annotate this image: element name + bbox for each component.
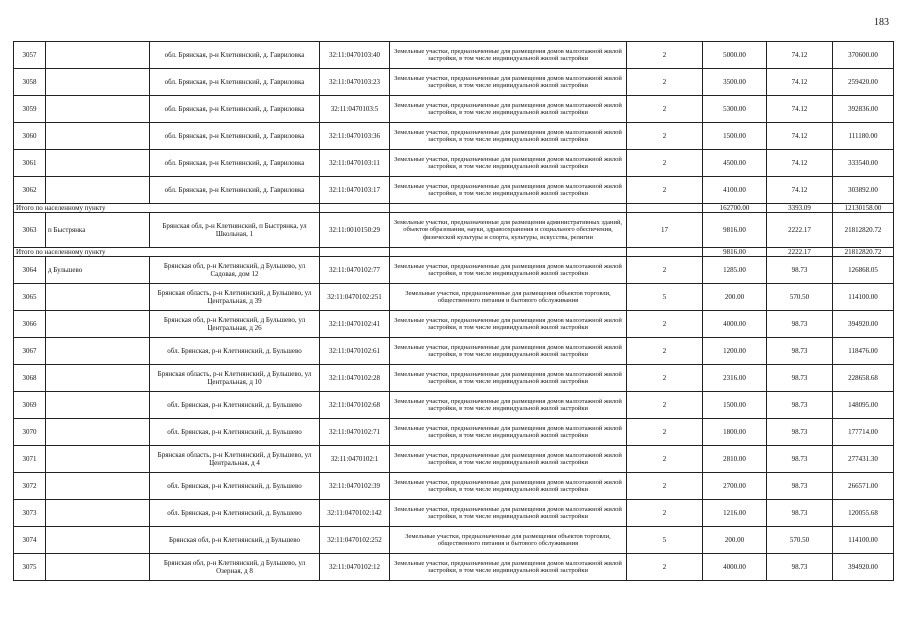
table-row [14,338,894,365]
row-number-cell: 3075 [14,554,46,581]
use-group-cell: 2 [627,123,703,150]
use-group-cell: 2 [627,338,703,365]
address-cell: Брянская область, р-н Клетнянский, д Бульшево, ул Центральная, д 10 [150,365,320,392]
specific-value-cell: 98.73 [767,419,833,446]
cadastral-number-cell: 32:11:0470103:36 [320,123,390,150]
row-number-cell: 3068 [14,365,46,392]
specific-value-cell: 98.73 [767,338,833,365]
address-cell: обл. Брянская, р-н Клетнянский, д. Гавриловка [150,150,320,177]
total-value-cell: 12130158.00 [833,204,894,213]
cadastral-number-cell: 32:11:0470102:77 [320,257,390,284]
locality-cell: д Бульшево [46,257,150,284]
use-group-cell: 2 [627,150,703,177]
land-use-cell: Земельные участки, предназначенные для размещения домов малоэтажной жилой застройки, в том числе индивидуальной жилой застройки [390,311,627,338]
locality-cell [46,311,150,338]
cadastral-number-cell: 32:11:0470102:61 [320,338,390,365]
locality-cell [46,96,150,123]
row-number-cell: 3072 [14,473,46,500]
locality-cell [46,177,150,204]
cadastral-number-cell: 32:11:0470102:1 [320,446,390,473]
address-cell: Брянская область, р-н Клетнянский, д Бульшево, ул Центральная, д 4 [150,446,320,473]
cadastral-value-cell: 120055.68 [833,500,894,527]
use-group-cell: 2 [627,42,703,69]
specific-value-cell: 98.73 [767,392,833,419]
land-use-cell: Земельные участки, предназначенные для размещения домов малоэтажной жилой застройки, в том числе индивидуальной жилой застройки [390,554,627,581]
specific-value-cell: 74.12 [767,96,833,123]
area-cell: 4000.00 [703,554,767,581]
address-cell: обл. Брянская, р-н Клетнянский, д. Бульшево [150,419,320,446]
address-cell: обл. Брянская, р-н Клетнянский, д. Бульшево [150,392,320,419]
empty-cell [627,204,703,213]
locality-cell [46,419,150,446]
table-row [14,123,894,150]
row-number-cell: 3058 [14,69,46,96]
address-cell: обл. Брянская, р-н Клетнянский, д. Гавриловка [150,42,320,69]
area-cell: 4000.00 [703,311,767,338]
use-group-cell: 2 [627,311,703,338]
use-group-cell: 2 [627,392,703,419]
cadastral-number-cell: 32:11:0470103:40 [320,42,390,69]
table-row [14,473,894,500]
specific-value-cell: 98.73 [767,473,833,500]
land-use-cell: Земельные участки, предназначенные для размещения домов малоэтажной жилой застройки, в том числе индивидуальной жилой застройки [390,446,627,473]
area-cell: 9816.00 [703,213,767,248]
locality-cell [46,284,150,311]
empty-cell [320,248,390,257]
address-cell: обл. Брянская, р-н Клетнянский, д. Гавриловка [150,177,320,204]
row-number-cell: 3065 [14,284,46,311]
cadastral-value-cell: 118476.00 [833,338,894,365]
land-use-cell: Земельные участки, предназначенные для размещения домов малоэтажной жилой застройки, в том числе индивидуальной жилой застройки [390,42,627,69]
locality-cell [46,42,150,69]
specific-value-cell: 74.12 [767,69,833,96]
locality-cell [46,123,150,150]
use-group-cell: 2 [627,69,703,96]
specific-value-cell: 98.73 [767,500,833,527]
cadastral-value-cell: 394920.00 [833,311,894,338]
locality-total-row [14,204,894,213]
empty-cell [627,248,703,257]
specific-value-cell: 98.73 [767,365,833,392]
cadastral-value-cell: 266571.00 [833,473,894,500]
locality-cell [46,500,150,527]
cadastral-number-cell: 32:11:0470103:5 [320,96,390,123]
land-use-cell: Земельные участки, предназначенные для размещения домов малоэтажной жилой застройки, в том числе индивидуальной жилой застройки [390,96,627,123]
cadastral-number-cell: 32:11:0010150:29 [320,213,390,248]
locality-cell [46,473,150,500]
use-group-cell: 2 [627,500,703,527]
table-row [14,42,894,69]
locality-total-row [14,248,894,257]
use-group-cell: 2 [627,177,703,204]
area-cell: 1500.00 [703,392,767,419]
locality-cell [46,527,150,554]
cadastral-number-cell: 32:11:0470102:252 [320,527,390,554]
table-row [14,69,894,96]
address-cell: обл. Брянская, р-н Клетнянский, д. Гавриловка [150,123,320,150]
cadastral-value-cell: 114100.00 [833,527,894,554]
total-rate-cell: 3393.09 [767,204,833,213]
specific-value-cell: 74.12 [767,42,833,69]
table-row [14,150,894,177]
cadastral-value-cell: 228658.68 [833,365,894,392]
locality-cell [46,365,150,392]
locality-cell: п Быстрянка [46,213,150,248]
area-cell: 200.00 [703,284,767,311]
row-number-cell: 3070 [14,419,46,446]
cadastral-value-cell: 370600.00 [833,42,894,69]
row-number-cell: 3074 [14,527,46,554]
land-use-cell: Земельные участки, предназначенные для размещения домов малоэтажной жилой застройки, в том числе индивидуальной жилой застройки [390,338,627,365]
table-row [14,392,894,419]
row-number-cell: 3057 [14,42,46,69]
specific-value-cell: 74.12 [767,123,833,150]
table-row [14,500,894,527]
address-cell: обл. Брянская, р-н Клетнянский, д. Бульшево [150,473,320,500]
cadastral-value-cell: 259420.00 [833,69,894,96]
cadastral-number-cell: 32:11:0470102:71 [320,419,390,446]
locality-cell [46,392,150,419]
total-label: Итого по населенному пункту [14,204,320,213]
use-group-cell: 2 [627,554,703,581]
locality-cell [46,150,150,177]
land-use-cell: Земельные участки, предназначенные для размещения домов малоэтажной жилой застройки, в том числе индивидуальной жилой застройки [390,69,627,96]
cadastral-number-cell: 32:11:0470102:41 [320,311,390,338]
area-cell: 4100.00 [703,177,767,204]
use-group-cell: 17 [627,213,703,248]
table-row [14,446,894,473]
area-cell: 1500.00 [703,123,767,150]
specific-value-cell: 570.50 [767,527,833,554]
address-cell: Брянская обл, р-н Клетнянский, д Бульшево, ул Центральная, д 26 [150,311,320,338]
address-cell: обл. Брянская, р-н Клетнянский, д. Бульшево [150,338,320,365]
land-use-cell: Земельные участки, предназначенные для размещения административных зданий, объектов образования, науки, здравоохранения и социального обеспечения, физической культуры и спорта, культуры, искусства, религии [390,213,627,248]
locality-cell [46,446,150,473]
locality-cell [46,554,150,581]
area-cell: 1216.00 [703,500,767,527]
cadastral-value-cell: 333540.00 [833,150,894,177]
use-group-cell: 2 [627,473,703,500]
specific-value-cell: 2222.17 [767,213,833,248]
table-row [14,96,894,123]
use-group-cell: 5 [627,284,703,311]
specific-value-cell: 570.50 [767,284,833,311]
land-use-cell: Земельные участки, предназначенные для размещения домов малоэтажной жилой застройки, в том числе индивидуальной жилой застройки [390,419,627,446]
address-cell: обл. Брянская, р-н Клетнянский, д. Гавриловка [150,69,320,96]
area-cell: 5000.00 [703,42,767,69]
use-group-cell: 5 [627,527,703,554]
specific-value-cell: 98.73 [767,554,833,581]
specific-value-cell: 74.12 [767,150,833,177]
use-group-cell: 2 [627,257,703,284]
land-use-cell: Земельные участки, предназначенные для размещения домов малоэтажной жилой застройки, в том числе индивидуальной жилой застройки [390,365,627,392]
address-cell: Брянская обл, р-н Клетнянский, д Бульшево, ул Озерная, д 8 [150,554,320,581]
cadastral-value-cell: 21812820.72 [833,213,894,248]
row-number-cell: 3064 [14,257,46,284]
total-rate-cell: 2222.17 [767,248,833,257]
cadastral-value-cell: 394920.00 [833,554,894,581]
area-cell: 2810.00 [703,446,767,473]
land-use-cell: Земельные участки, предназначенные для размещения объектов торговли, общественного питания и бытового обслуживания [390,284,627,311]
cadastral-value-cell: 111180.00 [833,123,894,150]
specific-value-cell: 98.73 [767,257,833,284]
locality-cell [46,69,150,96]
row-number-cell: 3061 [14,150,46,177]
row-number-cell: 3073 [14,500,46,527]
address-cell: обл. Брянская, р-н Клетнянский, д. Бульшево [150,500,320,527]
cadastral-number-cell: 32:11:0470102:28 [320,365,390,392]
table-row [14,213,894,248]
area-cell: 200.00 [703,527,767,554]
area-cell: 1200.00 [703,338,767,365]
table-row [14,527,894,554]
page-number: 183 [874,17,889,28]
cadastral-value-table [13,41,894,581]
empty-cell [390,248,627,257]
row-number-cell: 3066 [14,311,46,338]
use-group-cell: 2 [627,365,703,392]
cadastral-number-cell: 32:11:0470103:23 [320,69,390,96]
specific-value-cell: 98.73 [767,446,833,473]
address-cell: Брянская обл, р-н Клетнянский, п Быстрянка, ул Школьная, 1 [150,213,320,248]
cadastral-value-cell: 114100.00 [833,284,894,311]
land-use-cell: Земельные участки, предназначенные для размещения объектов торговли, общественного питания и бытового обслуживания [390,527,627,554]
land-use-cell: Земельные участки, предназначенные для размещения домов малоэтажной жилой застройки, в том числе индивидуальной жилой застройки [390,177,627,204]
table-row [14,311,894,338]
table-row [14,419,894,446]
use-group-cell: 2 [627,96,703,123]
table-row [14,257,894,284]
empty-cell [320,204,390,213]
table-row [14,177,894,204]
total-area-cell: 9816.00 [703,248,767,257]
total-area-cell: 162700.00 [703,204,767,213]
specific-value-cell: 74.12 [767,177,833,204]
address-cell: Брянская область, р-н Клетнянский, д Бульшево, ул Центральная, д 39 [150,284,320,311]
cadastral-number-cell: 32:11:0470103:11 [320,150,390,177]
cadastral-value-cell: 148095.00 [833,392,894,419]
locality-cell [46,338,150,365]
address-cell: обл. Брянская, р-н Клетнянский, д. Гавриловка [150,96,320,123]
use-group-cell: 2 [627,419,703,446]
area-cell: 5300.00 [703,96,767,123]
row-number-cell: 3059 [14,96,46,123]
cadastral-number-cell: 32:11:0470103:17 [320,177,390,204]
cadastral-value-cell: 303892.00 [833,177,894,204]
cadastral-value-cell: 126868.05 [833,257,894,284]
land-use-cell: Земельные участки, предназначенные для размещения домов малоэтажной жилой застройки, в том числе индивидуальной жилой застройки [390,500,627,527]
address-cell: Брянская обл, р-н Клетнянский, д Бульшево, ул Садовая, дом 12 [150,257,320,284]
total-value-cell: 21812820.72 [833,248,894,257]
area-cell: 3500.00 [703,69,767,96]
row-number-cell: 3060 [14,123,46,150]
table-row [14,554,894,581]
row-number-cell: 3062 [14,177,46,204]
area-cell: 1285.00 [703,257,767,284]
area-cell: 4500.00 [703,150,767,177]
area-cell: 2700.00 [703,473,767,500]
use-group-cell: 2 [627,446,703,473]
address-cell: Брянская обл, р-н Клетнянский, д Бульшево [150,527,320,554]
row-number-cell: 3067 [14,338,46,365]
row-number-cell: 3069 [14,392,46,419]
cadastral-number-cell: 32:11:0470102:251 [320,284,390,311]
row-number-cell: 3063 [14,213,46,248]
land-use-cell: Земельные участки, предназначенные для размещения домов малоэтажной жилой застройки, в том числе индивидуальной жилой застройки [390,473,627,500]
cadastral-value-cell: 277431.30 [833,446,894,473]
cadastral-number-cell: 32:11:0470102:68 [320,392,390,419]
cadastral-number-cell: 32:11:0470102:12 [320,554,390,581]
cadastral-number-cell: 32:11:0470102:39 [320,473,390,500]
row-number-cell: 3071 [14,446,46,473]
land-use-cell: Земельные участки, предназначенные для размещения домов малоэтажной жилой застройки, в том числе индивидуальной жилой застройки [390,392,627,419]
empty-cell [390,204,627,213]
land-use-cell: Земельные участки, предназначенные для размещения домов малоэтажной жилой застройки, в том числе индивидуальной жилой застройки [390,150,627,177]
area-cell: 1800.00 [703,419,767,446]
specific-value-cell: 98.73 [767,311,833,338]
cadastral-value-cell: 392836.00 [833,96,894,123]
total-label: Итого по населенному пункту [14,248,320,257]
cadastral-value-cell: 177714.00 [833,419,894,446]
area-cell: 2316.00 [703,365,767,392]
cadastral-number-cell: 32:11:0470102:142 [320,500,390,527]
land-use-cell: Земельные участки, предназначенные для размещения домов малоэтажной жилой застройки, в том числе индивидуальной жилой застройки [390,123,627,150]
table-row [14,365,894,392]
table-row [14,284,894,311]
land-use-cell: Земельные участки, предназначенные для размещения домов малоэтажной жилой застройки, в том числе индивидуальной жилой застройки [390,257,627,284]
